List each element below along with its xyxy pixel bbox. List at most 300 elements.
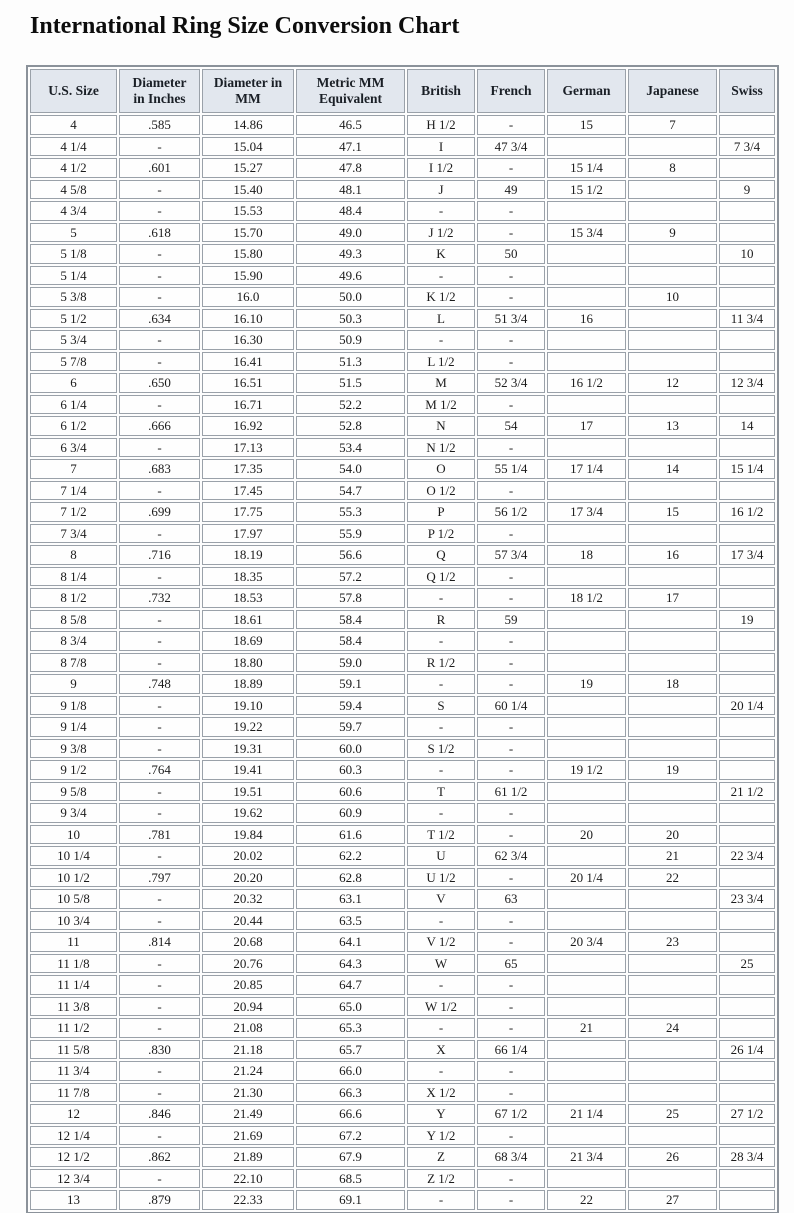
table-cell: 18.80 bbox=[202, 653, 294, 673]
table-cell: 65.7 bbox=[296, 1040, 405, 1060]
table-cell: 52 3/4 bbox=[477, 373, 545, 393]
table-cell: - bbox=[407, 975, 475, 995]
table-cell: - bbox=[407, 717, 475, 737]
table-cell: 7 bbox=[30, 459, 117, 479]
table-cell bbox=[547, 889, 626, 909]
table-cell: 66.0 bbox=[296, 1061, 405, 1081]
table-cell: 6 1/4 bbox=[30, 395, 117, 415]
table-cell bbox=[719, 266, 775, 286]
table-cell: O 1/2 bbox=[407, 481, 475, 501]
table-cell: - bbox=[407, 588, 475, 608]
table-cell: - bbox=[119, 911, 200, 931]
table-cell bbox=[719, 1126, 775, 1146]
table-cell: - bbox=[119, 524, 200, 544]
table-cell: - bbox=[407, 266, 475, 286]
table-row bbox=[30, 825, 775, 845]
table-cell: V 1/2 bbox=[407, 932, 475, 952]
table-cell: 20.20 bbox=[202, 868, 294, 888]
table-cell: 15.40 bbox=[202, 180, 294, 200]
table-cell bbox=[719, 223, 775, 243]
table-cell: - bbox=[119, 330, 200, 350]
table-row bbox=[30, 932, 775, 952]
table-cell: 16.92 bbox=[202, 416, 294, 436]
table-cell bbox=[719, 438, 775, 458]
page-title: International Ring Size Conversion Chart bbox=[30, 13, 460, 39]
table-cell: W bbox=[407, 954, 475, 974]
table-cell: 16.0 bbox=[202, 287, 294, 307]
table-cell bbox=[628, 524, 717, 544]
table-cell: - bbox=[477, 1083, 545, 1103]
table-cell: - bbox=[477, 223, 545, 243]
table-cell bbox=[628, 266, 717, 286]
table-cell: - bbox=[407, 760, 475, 780]
table-cell: 68 3/4 bbox=[477, 1147, 545, 1167]
table-cell: 17 bbox=[628, 588, 717, 608]
table-cell: - bbox=[119, 846, 200, 866]
table-row bbox=[30, 137, 775, 157]
table-cell bbox=[628, 1083, 717, 1103]
table-cell: 11 1/4 bbox=[30, 975, 117, 995]
table-cell: 21 bbox=[547, 1018, 626, 1038]
table-cell: 18.89 bbox=[202, 674, 294, 694]
table-cell: 4 3/4 bbox=[30, 201, 117, 221]
table-cell bbox=[628, 782, 717, 802]
table-cell: 17 3/4 bbox=[719, 545, 775, 565]
table-cell: 5 1/8 bbox=[30, 244, 117, 264]
table-cell bbox=[719, 287, 775, 307]
table-cell: - bbox=[119, 287, 200, 307]
table-cell: 14 bbox=[719, 416, 775, 436]
table-cell: - bbox=[119, 653, 200, 673]
table-cell: - bbox=[477, 588, 545, 608]
table-cell: - bbox=[477, 481, 545, 501]
table-cell bbox=[547, 137, 626, 157]
table-cell bbox=[628, 201, 717, 221]
table-cell: 9 bbox=[30, 674, 117, 694]
table-cell bbox=[547, 266, 626, 286]
table-cell: 16.71 bbox=[202, 395, 294, 415]
table-cell: Z bbox=[407, 1147, 475, 1167]
table-cell: N bbox=[407, 416, 475, 436]
table-cell: L 1/2 bbox=[407, 352, 475, 372]
table-cell bbox=[719, 760, 775, 780]
table-cell bbox=[628, 180, 717, 200]
table-row bbox=[30, 287, 775, 307]
table-cell: 18 1/2 bbox=[547, 588, 626, 608]
table-cell: 20 bbox=[547, 825, 626, 845]
table-cell: 47.1 bbox=[296, 137, 405, 157]
table-row bbox=[30, 1083, 775, 1103]
table-cell: K bbox=[407, 244, 475, 264]
table-cell: 8 3/4 bbox=[30, 631, 117, 651]
table-cell: - bbox=[119, 997, 200, 1017]
table-cell: 9 1/2 bbox=[30, 760, 117, 780]
table-cell: 15 3/4 bbox=[547, 223, 626, 243]
table-cell: - bbox=[119, 1061, 200, 1081]
table-cell bbox=[719, 1190, 775, 1210]
table-cell: 20.68 bbox=[202, 932, 294, 952]
table-cell: 20.85 bbox=[202, 975, 294, 995]
table-row bbox=[30, 309, 775, 329]
table-cell: 49.3 bbox=[296, 244, 405, 264]
table-cell: 19.31 bbox=[202, 739, 294, 759]
table-cell bbox=[719, 1061, 775, 1081]
table-cell: K 1/2 bbox=[407, 287, 475, 307]
table-row bbox=[30, 158, 775, 178]
table-cell: - bbox=[407, 631, 475, 651]
table-cell: 19.22 bbox=[202, 717, 294, 737]
table-cell: 15.70 bbox=[202, 223, 294, 243]
table-cell: 9 bbox=[628, 223, 717, 243]
table-cell: - bbox=[119, 1083, 200, 1103]
table-cell: 12 3/4 bbox=[30, 1169, 117, 1189]
table-cell: - bbox=[477, 653, 545, 673]
table-cell: 21.18 bbox=[202, 1040, 294, 1060]
table-cell: - bbox=[119, 244, 200, 264]
table-cell bbox=[628, 330, 717, 350]
table-cell bbox=[719, 911, 775, 931]
table-cell: 46.5 bbox=[296, 115, 405, 135]
table-cell bbox=[547, 1126, 626, 1146]
table-cell: 18 bbox=[547, 545, 626, 565]
table-cell: 15.27 bbox=[202, 158, 294, 178]
ring-size-conversion-table bbox=[26, 65, 779, 1213]
table-cell bbox=[719, 1083, 775, 1103]
table-cell: 10 3/4 bbox=[30, 911, 117, 931]
table-cell: 16 1/2 bbox=[719, 502, 775, 522]
table-cell: 15 1/4 bbox=[719, 459, 775, 479]
table-cell: - bbox=[119, 137, 200, 157]
table-cell: H 1/2 bbox=[407, 115, 475, 135]
table-cell: 9 3/4 bbox=[30, 803, 117, 823]
table-cell: 55 1/4 bbox=[477, 459, 545, 479]
table-cell: - bbox=[119, 954, 200, 974]
table-cell: 48.1 bbox=[296, 180, 405, 200]
table-cell: 50 bbox=[477, 244, 545, 264]
table-cell: 20.76 bbox=[202, 954, 294, 974]
table-cell: .862 bbox=[119, 1147, 200, 1167]
table-cell bbox=[547, 481, 626, 501]
table-cell: 10 bbox=[30, 825, 117, 845]
table-cell bbox=[547, 1040, 626, 1060]
table-cell: 18.69 bbox=[202, 631, 294, 651]
table-cell: - bbox=[477, 1061, 545, 1081]
table-cell: - bbox=[477, 997, 545, 1017]
table-cell: 6 1/2 bbox=[30, 416, 117, 436]
table-cell: 18.61 bbox=[202, 610, 294, 630]
table-cell: 21 1/2 bbox=[719, 782, 775, 802]
table-cell bbox=[719, 717, 775, 737]
table-cell: 9 1/8 bbox=[30, 696, 117, 716]
table-cell: 9 3/8 bbox=[30, 739, 117, 759]
table-cell: - bbox=[477, 717, 545, 737]
table-cell: .748 bbox=[119, 674, 200, 694]
table-cell: 12 bbox=[30, 1104, 117, 1124]
table-cell: N 1/2 bbox=[407, 438, 475, 458]
table-cell: 20.02 bbox=[202, 846, 294, 866]
table-row bbox=[30, 115, 775, 135]
table-cell: 19 1/2 bbox=[547, 760, 626, 780]
table-cell: - bbox=[119, 1126, 200, 1146]
table-cell bbox=[719, 1018, 775, 1038]
table-cell: .666 bbox=[119, 416, 200, 436]
table-cell: 24 bbox=[628, 1018, 717, 1038]
table-cell: - bbox=[407, 330, 475, 350]
table-cell: 51.3 bbox=[296, 352, 405, 372]
table-cell bbox=[628, 696, 717, 716]
table-cell: - bbox=[119, 975, 200, 995]
table-cell: 19 bbox=[628, 760, 717, 780]
table-row bbox=[30, 1169, 775, 1189]
table-cell: 60.0 bbox=[296, 739, 405, 759]
table-cell bbox=[628, 975, 717, 995]
table-cell: 16.41 bbox=[202, 352, 294, 372]
table-cell: - bbox=[119, 610, 200, 630]
table-cell: 59.1 bbox=[296, 674, 405, 694]
table-cell: 11 1/8 bbox=[30, 954, 117, 974]
table-cell: 67 1/2 bbox=[477, 1104, 545, 1124]
table-cell: 17 bbox=[547, 416, 626, 436]
table-cell: 50.3 bbox=[296, 309, 405, 329]
table-cell: 19.41 bbox=[202, 760, 294, 780]
table-cell: .781 bbox=[119, 825, 200, 845]
table-cell: 14.86 bbox=[202, 115, 294, 135]
table-row bbox=[30, 760, 775, 780]
table-row bbox=[30, 1061, 775, 1081]
table-cell: O bbox=[407, 459, 475, 479]
table-row bbox=[30, 997, 775, 1017]
table-cell bbox=[719, 1169, 775, 1189]
table-cell: 69.1 bbox=[296, 1190, 405, 1210]
table-cell: 22 bbox=[547, 1190, 626, 1210]
table-row bbox=[30, 739, 775, 759]
table-cell: 5 3/8 bbox=[30, 287, 117, 307]
table-cell: 20 3/4 bbox=[547, 932, 626, 952]
table-cell: - bbox=[119, 180, 200, 200]
table-cell: 10 1/2 bbox=[30, 868, 117, 888]
table-cell bbox=[628, 631, 717, 651]
table-header bbox=[30, 69, 775, 113]
table-cell: 8 1/2 bbox=[30, 588, 117, 608]
table-cell: 63.5 bbox=[296, 911, 405, 931]
table-container bbox=[26, 65, 794, 1213]
table-row bbox=[30, 223, 775, 243]
table-row bbox=[30, 416, 775, 436]
table-cell: 28 3/4 bbox=[719, 1147, 775, 1167]
table-cell: 18 bbox=[628, 674, 717, 694]
table-cell bbox=[719, 567, 775, 587]
table-row bbox=[30, 266, 775, 286]
table-cell: .846 bbox=[119, 1104, 200, 1124]
table-cell: 49.6 bbox=[296, 266, 405, 286]
table-cell: 11 5/8 bbox=[30, 1040, 117, 1060]
table-cell: - bbox=[119, 782, 200, 802]
table-cell: - bbox=[477, 395, 545, 415]
column-header-diameter-in-inches: Diameter in Inches bbox=[119, 69, 200, 113]
table-cell bbox=[628, 309, 717, 329]
table-row bbox=[30, 610, 775, 630]
table-cell: 66.6 bbox=[296, 1104, 405, 1124]
table-cell bbox=[547, 201, 626, 221]
table-cell: - bbox=[119, 803, 200, 823]
table-cell: 15.04 bbox=[202, 137, 294, 157]
table-cell bbox=[719, 674, 775, 694]
table-cell: 11 bbox=[30, 932, 117, 952]
table-cell: 21.69 bbox=[202, 1126, 294, 1146]
table-cell: .716 bbox=[119, 545, 200, 565]
table-cell: 59.4 bbox=[296, 696, 405, 716]
table-cell: - bbox=[407, 911, 475, 931]
table-cell: R 1/2 bbox=[407, 653, 475, 673]
table-row bbox=[30, 631, 775, 651]
table-cell: 21.49 bbox=[202, 1104, 294, 1124]
table-cell bbox=[547, 330, 626, 350]
table-cell bbox=[719, 803, 775, 823]
table-row bbox=[30, 975, 775, 995]
table-cell: 20.94 bbox=[202, 997, 294, 1017]
table-cell: 21.30 bbox=[202, 1083, 294, 1103]
table-cell bbox=[719, 524, 775, 544]
table-cell: - bbox=[477, 158, 545, 178]
table-cell: 11 3/8 bbox=[30, 997, 117, 1017]
table-cell: - bbox=[477, 911, 545, 931]
table-cell: 50.0 bbox=[296, 287, 405, 307]
table-cell: 9 5/8 bbox=[30, 782, 117, 802]
table-cell: 19 bbox=[547, 674, 626, 694]
table-row bbox=[30, 438, 775, 458]
table-cell: 60.9 bbox=[296, 803, 405, 823]
table-cell: 55.3 bbox=[296, 502, 405, 522]
table-cell: 19.51 bbox=[202, 782, 294, 802]
table-cell: 26 bbox=[628, 1147, 717, 1167]
table-cell bbox=[547, 524, 626, 544]
table-cell: 22 bbox=[628, 868, 717, 888]
table-row bbox=[30, 201, 775, 221]
table-cell: .732 bbox=[119, 588, 200, 608]
table-cell: 16 1/2 bbox=[547, 373, 626, 393]
column-header-british: British bbox=[407, 69, 475, 113]
table-row bbox=[30, 889, 775, 909]
table-cell: Y 1/2 bbox=[407, 1126, 475, 1146]
table-cell: U 1/2 bbox=[407, 868, 475, 888]
table-cell: 56 1/2 bbox=[477, 502, 545, 522]
table-cell: .650 bbox=[119, 373, 200, 393]
table-cell: 48.4 bbox=[296, 201, 405, 221]
table-cell: - bbox=[477, 352, 545, 372]
table-cell: 65 bbox=[477, 954, 545, 974]
table-cell: 64.7 bbox=[296, 975, 405, 995]
table-cell: Y bbox=[407, 1104, 475, 1124]
table-cell: 66.3 bbox=[296, 1083, 405, 1103]
table-cell: 52.2 bbox=[296, 395, 405, 415]
table-row bbox=[30, 244, 775, 264]
table-cell: 17 3/4 bbox=[547, 502, 626, 522]
table-cell bbox=[719, 997, 775, 1017]
table-cell: 16.10 bbox=[202, 309, 294, 329]
table-row bbox=[30, 395, 775, 415]
table-cell: 17.97 bbox=[202, 524, 294, 544]
table-cell: - bbox=[407, 803, 475, 823]
table-row bbox=[30, 481, 775, 501]
table-cell: - bbox=[477, 975, 545, 995]
table-cell: 21 3/4 bbox=[547, 1147, 626, 1167]
table-cell: - bbox=[477, 1018, 545, 1038]
table-cell: 53.4 bbox=[296, 438, 405, 458]
table-cell: - bbox=[119, 201, 200, 221]
table-cell: 57.2 bbox=[296, 567, 405, 587]
table-cell: X bbox=[407, 1040, 475, 1060]
table-cell: 55.9 bbox=[296, 524, 405, 544]
table-cell bbox=[547, 954, 626, 974]
table-row bbox=[30, 782, 775, 802]
table-row bbox=[30, 1147, 775, 1167]
table-cell: 49 bbox=[477, 180, 545, 200]
table-cell bbox=[628, 997, 717, 1017]
table-cell: 9 bbox=[719, 180, 775, 200]
table-cell: 21 bbox=[628, 846, 717, 866]
table-cell: - bbox=[119, 1018, 200, 1038]
table-cell: .797 bbox=[119, 868, 200, 888]
table-cell: - bbox=[119, 481, 200, 501]
table-cell: 54.0 bbox=[296, 459, 405, 479]
table-cell: 7 1/2 bbox=[30, 502, 117, 522]
table-cell: 11 3/4 bbox=[30, 1061, 117, 1081]
table-row bbox=[30, 954, 775, 974]
table-cell bbox=[719, 201, 775, 221]
table-cell: - bbox=[477, 524, 545, 544]
table-cell bbox=[628, 954, 717, 974]
table-cell bbox=[547, 1169, 626, 1189]
table-cell: - bbox=[119, 631, 200, 651]
table-cell: 65.3 bbox=[296, 1018, 405, 1038]
table-cell: 15.53 bbox=[202, 201, 294, 221]
table-cell: - bbox=[477, 287, 545, 307]
table-cell: 67.9 bbox=[296, 1147, 405, 1167]
header-row bbox=[30, 69, 775, 113]
table-cell: - bbox=[119, 395, 200, 415]
table-cell bbox=[719, 975, 775, 995]
table-cell: - bbox=[477, 201, 545, 221]
table-cell: 14 bbox=[628, 459, 717, 479]
table-cell: M bbox=[407, 373, 475, 393]
table-cell: 16 bbox=[547, 309, 626, 329]
table-cell bbox=[628, 137, 717, 157]
table-row bbox=[30, 803, 775, 823]
table-cell: 62.8 bbox=[296, 868, 405, 888]
table-cell: X 1/2 bbox=[407, 1083, 475, 1103]
table-cell: M 1/2 bbox=[407, 395, 475, 415]
table-cell bbox=[628, 653, 717, 673]
table-cell bbox=[628, 1061, 717, 1081]
column-header-diameter-in-mm: Diameter in MM bbox=[202, 69, 294, 113]
table-cell bbox=[547, 846, 626, 866]
table-cell: 51 3/4 bbox=[477, 309, 545, 329]
table-cell: 51.5 bbox=[296, 373, 405, 393]
table-cell bbox=[547, 287, 626, 307]
table-cell: 4 1/4 bbox=[30, 137, 117, 157]
table-cell: - bbox=[477, 1190, 545, 1210]
table-cell: - bbox=[477, 631, 545, 651]
table-cell bbox=[547, 1083, 626, 1103]
table-cell: 60.3 bbox=[296, 760, 405, 780]
table-cell: T 1/2 bbox=[407, 825, 475, 845]
table-cell: 13 bbox=[628, 416, 717, 436]
table-cell bbox=[547, 567, 626, 587]
table-cell bbox=[628, 717, 717, 737]
table-cell: 8 5/8 bbox=[30, 610, 117, 630]
table-cell: 21 1/4 bbox=[547, 1104, 626, 1124]
table-cell bbox=[719, 932, 775, 952]
